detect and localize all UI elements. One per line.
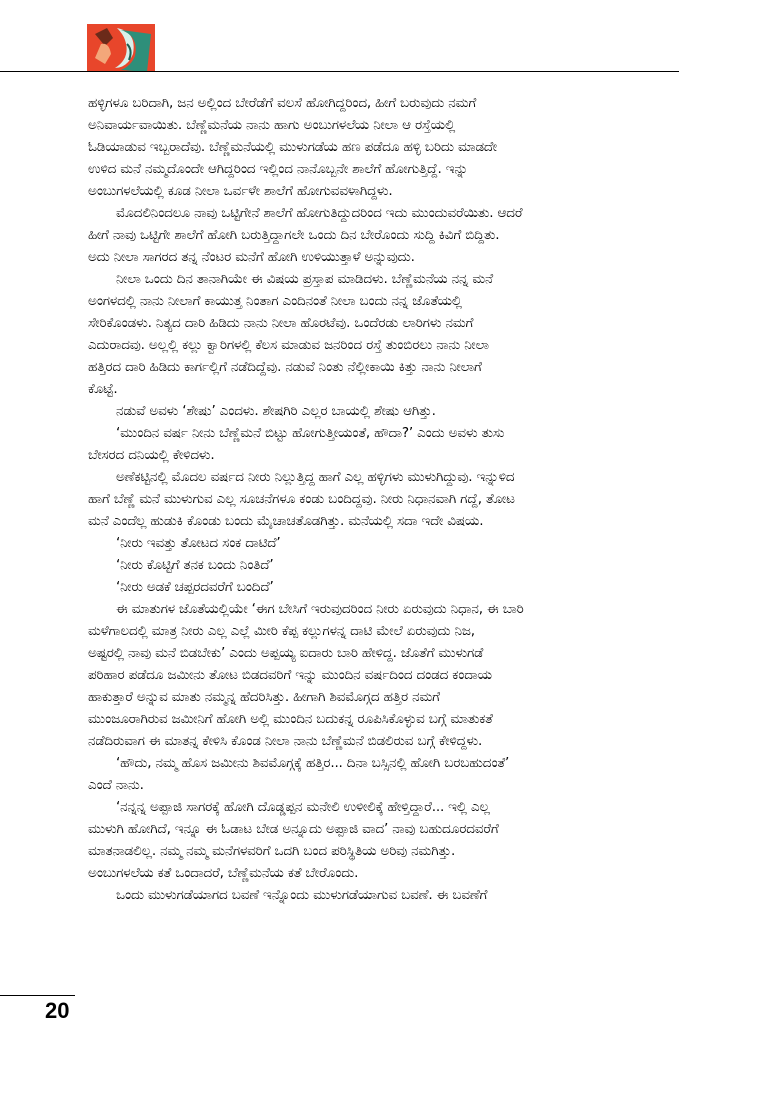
text-line: ಮಳೆಗಾಲದಲ್ಲಿ ಮಾತ್ರ ನೀರು ಎಲ್ಲ ಎಲ್ಲೆ ಮೀರಿ ಕೆಪ್ಪ ಕಲ್ಲುಗಳನ್ನ ದಾಟಿ ಮೇಲೆ ಏರುವುದು ನಿಜ, [88, 623, 475, 639]
text-line: ಅಂಬುಗಳಲೆಯಲ್ಲಿ ಕೂಡ ನೀಲಾ ಒರ್ವಳೇ ಶಾಲೆಗೆ ಹೋಗುವವಳಾಗಿದ್ದಳು. [88, 183, 393, 199]
header-rule [0, 71, 679, 72]
text-line: ‘ನನ್ನನ್ನ ಅಪ್ಪಾಜಿ ಸಾಗರಕ್ಕೆ ಹೋಗಿ ದೊಡ್ಡಪ್ಪನ ಮನೇಲಿ ಉಳೀಲಿಕ್ಕೆ ಹೇಳ್ತಿದ್ದಾರೆ... ಇಲ್ಲಿ ಎಲ್ಲ [116, 799, 490, 815]
text-line: ಅದು ನೀಲಾ ಸಾಗರದ ತನ್ನ ನೆಂಟರ ಮನೆಗೆ ಹೋಗಿ ಉಳಿಯುತ್ತಾಳೆ ಅನ್ನುವುದು. [88, 249, 415, 265]
text-line: ಅಷ್ಟರಲ್ಲಿ ನಾವು ಮನೆ ಬಿಡಬೇಕು’ ಎಂದು ಅಪ್ಪಯ್ಯ ಐದಾರು ಬಾರಿ ಹೇಳಿದ್ದ. ಜೊತೆಗೆ ಮುಳುಗಡೆ [88, 645, 484, 661]
text-line: ಎದುರಾದವು. ಅಲ್ಲಲ್ಲಿ ಕಲ್ಲು ಕ್ವಾರಿಗಳಲ್ಲಿ ಕೆಲಸ ಮಾಡುವ ಜನರಿಂದ ರಸ್ತೆ ತುಂಬಿರಲು ನಾನು ನೀಲಾ [88, 337, 489, 353]
page-number: 20 [45, 998, 70, 1023]
footer-rule [0, 995, 75, 996]
publication-logo [87, 24, 155, 72]
story-text [88, 92, 678, 906]
text-line: ಓಡಿಯಾಡುವ ಇಬ್ಬರಾದೆವು. ಬೆಣ್ಣೆಮನೆಯಲ್ಲಿ ಮುಳುಗಡೆಯ ಹಣ ಪಡೆದೂ ಹಳ್ಳಿ ಬರಿದು ಮಾಡದೇ [88, 139, 497, 155]
text-line: ಒಂದು ಮುಳುಗಡೆಯಾಗದ ಬವಣೆ ಇನ್ನೊಂದು ಮುಳುಗಡೆಯಾಗುವ ಬವಣೆ. ಈ ಬವಣೆಗೆ [116, 887, 488, 903]
text-line: ಹಳ್ಳಿಗಳೂ ಬರಿದಾಗಿ, ಜನ ಅಲ್ಲಿಂದ ಬೇರೆಡೆಗೆ ವಲಸೆ ಹೋಗಿದ್ದರಿಂದ, ಹೀಗೆ ಬರುವುದು ನಮಗೆ [88, 95, 477, 111]
text-line: ಮುಂಜೂರಾಗಿರುವ ಜಮೀನಿಗೆ ಹೋಗಿ ಅಲ್ಲಿ ಮುಂದಿನ ಬದುಕನ್ನ ರೂಪಿಸಿಕೊಳ್ಳುವ ಬಗ್ಗೆ ಮಾತುಕತೆ [88, 711, 493, 727]
text-line: ಕೊಟ್ಟೆ. [88, 381, 118, 397]
text-line: ಮೊದಲಿನಿಂದಲೂ ನಾವು ಒಟ್ಟಿಗೇನೆ ಶಾಲೆಗೆ ಹೋಗುತಿದ್ದುದರಿಂದ ಇದು ಮುಂದುವರೆಯಿತು. ಆದರೆ [116, 205, 523, 221]
text-line: ‘ನೀರು ಕೊಟ್ಟಿಗೆ ತನಕ ಬಂದು ನಿಂತಿದೆ’ [116, 557, 274, 573]
text-line: ಈ ಮಾತುಗಳ ಜೊತೆಯಲ್ಲಿಯೇ ‘ಈಗ ಬೇಸಿಗೆ ಇರುವುದರಿಂದ ನೀರು ಏರುವುದು ನಿಧಾನ, ಈ ಬಾರಿ [116, 601, 524, 617]
text-line: ಮುಳುಗಿ ಹೋಗಿದೆ, ಇನ್ನೂ ಈ ಓಡಾಟ ಬೇಡ ಅನ್ನೂದು ಅಪ್ಪಾಜಿ ವಾದ’ ನಾವು ಬಹುದೂರದವರೆಗೆ [88, 821, 499, 837]
text-line: ಮಾತನಾಡಲಿಲ್ಲ. ನಮ್ಮ ನಮ್ಮ ಮನೆಗಳವರಿಗೆ ಒದಗಿ ಬಂದ ಪರಿಸ್ಥಿತಿಯ ಅರಿವು ನಮಗಿತ್ತು. [88, 843, 456, 859]
text-line: ಬೇಸರದ ದನಿಯಲ್ಲಿ ಕೇಳಿದಳು. [88, 447, 215, 463]
text-line: ನಡೆದಿರುವಾಗ ಈ ಮಾತನ್ನ ಕೇಳಿಸಿ ಕೊಂಡ ನೀಲಾ ನಾನು ಬೆಣ್ಣೆಮನೆ ಬಿಡಲಿರುವ ಬಗ್ಗೆ ಕೇಳಿದ್ದಳು. [88, 733, 483, 749]
text-line: ನೀಲಾ ಒಂದು ದಿನ ತಾನಾಗಿಯೇ ಈ ವಿಷಯ ಪ್ರಸ್ತಾಪ ಮಾಡಿದಳು. ಬೆಣ್ಣೆಮನೆಯ ನನ್ನ ಮನೆ [116, 271, 493, 287]
text-line: ಹಾಕುತ್ತಾರೆ ಅನ್ನುವ ಮಾತು ನಮ್ಮನ್ನ ಹೆದರಿಸಿತ್ತು. ಹೀಗಾಗಿ ಶಿವಮೊಗ್ಗದ ಹತ್ತಿರ ನಮಗೆ [88, 689, 440, 705]
text-line: ಅಣೆಕಟ್ಟಿನಲ್ಲಿ ಮೊದಲ ವರ್ಷದ ನೀರು ನಿಲ್ಲುತ್ತಿದ್ದ ಹಾಗೆ ಎಲ್ಲ ಹಳ್ಳಿಗಳು ಮುಳುಗಿದ್ದುವು. ಇನ್ನುಳಿದ [116, 469, 515, 485]
text-line: ಹೀಗೆ ನಾವು ಒಟ್ಟಿಗೇ ಶಾಲೆಗೆ ಹೋಗಿ ಬರುತ್ತಿದ್ದಾಗಲೇ ಒಂದು ದಿನ ಬೇರೊಂದು ಸುದ್ದಿ ಕಿವಿಗೆ ಬಿದ್ದಿತು. [88, 227, 500, 243]
text-line: ಪರಿಹಾರ ಪಡೆದೂ ಜಮೀನು ತೋಟ ಬಿಡದವರಿಗೆ ಇನ್ನು ಮುಂದಿನ ವರ್ಷದಿಂದ ದಂಡದ ಕಂದಾಯ [88, 667, 492, 683]
logo-artwork [87, 24, 155, 72]
text-line: ಮನೆ ಎಂದೆಲ್ಲ ಹುಡುಕಿ ಕೊಂಡು ಬಂದು ಮೈಚಾಚತೊಡಗಿತ್ತು. ಮನೆಯಲ್ಲಿ ಸದಾ ಇದೇ ವಿಷಯ. [88, 513, 484, 529]
text-line: ಸೇರಿಕೊಂಡಳು. ನಿತ್ಯದ ದಾರಿ ಹಿಡಿದು ನಾನು ನೀಲಾ ಹೊರಟೆವು. ಒಂದೆರಡು ಲಾರಿಗಳು ನಮಗೆ [88, 315, 474, 331]
text-line: ಅಂಬುಗಳಲೆಯ ಕತೆ ಒಂದಾದರೆ, ಬೆಣ್ಣೆಮನೆಯ ಕತೆ ಬೇರೊಂದು. [88, 865, 359, 881]
text-line: ನಡುವೆ ಅವಳು ‘ಶೇಷು’ ಎಂದಳು. ಶೇಷಗಿರಿ ಎಲ್ಲರ ಬಾಯಲ್ಲಿ ಶೇಷು ಆಗಿತ್ತು. [116, 403, 436, 419]
text-line: ‘ನೀರು ಅಡಕೆ ಚಪ್ಪರದವರೆಗೆ ಬಂದಿದೆ’ [116, 579, 274, 595]
text-line: ಹಾಗೆ ಬೆಣ್ಣೆ ಮನೆ ಮುಳುಗುವ ಎಲ್ಲ ಸೂಚನೆಗಳೂ ಕಂಡು ಬಂದಿದ್ದವು. ನೀರು ನಿಧಾನವಾಗಿ ಗದ್ದೆ, ತೋಟ [88, 491, 515, 507]
text-line: ‘ಹೌದು, ನಮ್ಮ ಹೊಸ ಜಮೀನು ಶಿವಮೊಗ್ಗಕ್ಕೆ ಹತ್ತಿರ... ದಿನಾ ಬಸ್ಸಿನಲ್ಲಿ ಹೋಗಿ ಬರಬಹುದಂತೆ’ [116, 755, 510, 771]
text-line: ‘ನೀರು ಇವತ್ತು ತೋಟದ ಸಂಕ ದಾಟಿದೆ’ [116, 535, 281, 551]
text-line: ಅಂಗಳದಲ್ಲಿ ನಾನು ನೀಲಾಗೆ ಕಾಯುತ್ತ ನಿಂತಾಗ ಎಂದಿನಂತೆ ನೀಲಾ ಬಂದು ನನ್ನ ಜೊತೆಯಲ್ಲಿ [88, 293, 462, 309]
text-line: ಹತ್ತಿರದ ದಾರಿ ಹಿಡಿದು ಕಾರ್ಗಲ್ಲಿಗೆ ನಡೆದಿದ್ದೆವು. ನಡುವೆ ನಿಂತು ನೆಲ್ಲೀಕಾಯಿ ಕಿತ್ತು ನಾನು ನೀಲಾಗೆ [88, 359, 482, 375]
text-line: ಉಳಿದ ಮನೆ ನಮ್ಮದೊಂದೇ ಆಗಿದ್ದರಿಂದ ಇಲ್ಲಿಂದ ನಾನೊಬ್ಬನೇ ಶಾಲೆಗೆ ಹೋಗುತ್ತಿದ್ದೆ. ಇನ್ನು [88, 161, 468, 177]
text-line: ಅನಿವಾರ್ಯವಾಯಿತು. ಬೆಣ್ಣೆಮನೆಯ ನಾನು ಹಾಗು ಅಂಬುಗಳಲೆಯ ನೀಲಾ ಆ ರಸ್ತೆಯಲ್ಲಿ [88, 117, 456, 133]
text-line: ‘ಮುಂದಿನ ವರ್ಷ ನೀನು ಬೆಣ್ಣೆಮನೆ ಬಿಟ್ಟು ಹೋಗುತ್ತೀಯಂತೆ, ಹೌದಾ?’ ಎಂದು ಅವಳು ತುಸು [116, 425, 505, 441]
text-line: ಎಂದೆ ನಾನು. [88, 777, 144, 793]
